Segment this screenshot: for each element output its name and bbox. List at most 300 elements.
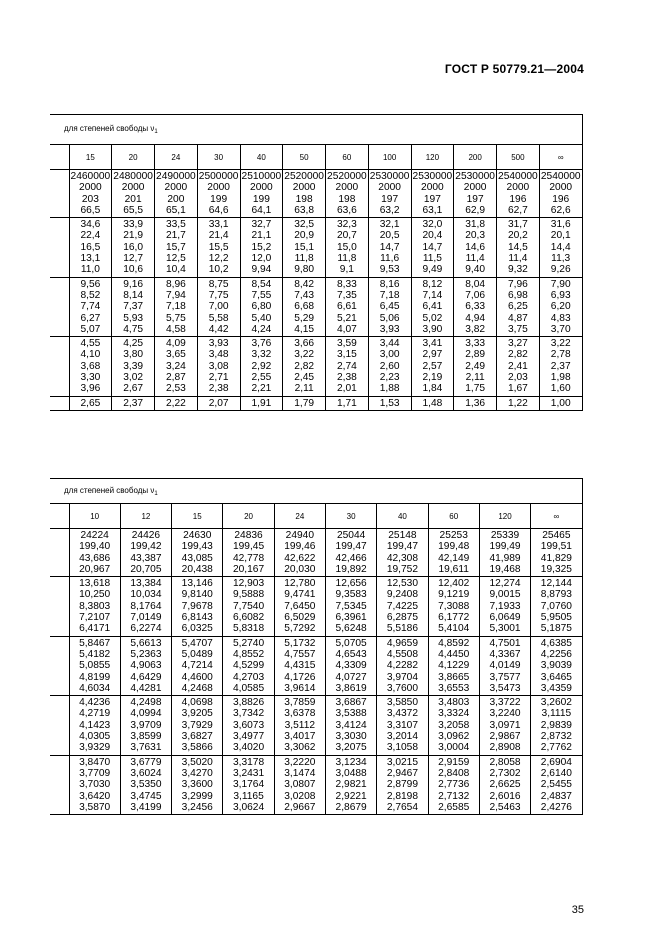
cell-value: 42,308 <box>386 552 419 564</box>
cell-value: 2,7302 <box>489 767 521 779</box>
cell-value: 196 <box>509 193 527 205</box>
degrees-of-freedom-caption <box>50 115 582 145</box>
cell-value: 3,2014 <box>386 731 419 743</box>
value-cell <box>326 218 369 277</box>
cell-value: 15,7 <box>165 241 186 253</box>
cell-value: 3,7709 <box>79 767 111 779</box>
cell-value: 14,7 <box>422 241 443 253</box>
cell-value: 5,93 <box>123 312 144 324</box>
cell-value: 2,9467 <box>386 767 419 779</box>
value-cell <box>326 396 369 410</box>
value-group-row <box>50 529 582 577</box>
cell-value: 2510000 <box>241 171 282 182</box>
column-header: 100 <box>368 145 411 170</box>
cell-value: 10,6 <box>123 264 144 276</box>
cell-value: 6,33 <box>465 301 486 313</box>
value-cell <box>411 337 454 396</box>
cell-value: 4,4315 <box>284 660 316 672</box>
cell-value: 12,402 <box>438 578 470 590</box>
cell-value: 2000 <box>549 182 573 194</box>
cell-value: 5,06 <box>379 312 400 324</box>
cell-value: 3,6827 <box>181 731 213 743</box>
cell-value: 3,24 <box>165 360 186 372</box>
cell-value: 64,1 <box>251 204 272 216</box>
cell-value: 66,5 <box>80 204 101 216</box>
value-cell <box>454 277 497 336</box>
cell-value: 14,6 <box>465 241 486 253</box>
cell-value: 42,778 <box>232 552 265 564</box>
value-cell <box>497 396 540 410</box>
value-cell <box>172 755 223 814</box>
cell-value: 7,96 <box>507 278 528 290</box>
cell-value: 3,00 <box>379 349 400 361</box>
cell-value: 3,59 <box>336 338 357 350</box>
value-cell <box>240 337 283 396</box>
cell-value: 3,76 <box>251 338 272 350</box>
cell-value: 2000 <box>335 182 359 194</box>
value-cell <box>411 218 454 277</box>
value-cell <box>112 396 155 410</box>
cell-value: 1,36 <box>465 397 486 409</box>
cell-value: 2,7762 <box>540 742 572 754</box>
value-cell <box>368 396 411 410</box>
cell-value: 62,9 <box>465 204 486 216</box>
cell-value: 3,68 <box>80 360 101 372</box>
value-cell <box>531 755 582 814</box>
cell-value: 20,7 <box>336 230 357 242</box>
cell-value: 2530000 <box>455 171 495 182</box>
column-header: 20 <box>223 504 274 529</box>
cell-value: 8,16 <box>379 278 400 290</box>
column-header: 50 <box>283 145 326 170</box>
value-cell <box>283 170 326 218</box>
cell-value: 3,82 <box>465 323 486 335</box>
cell-value: 8,52 <box>80 289 101 301</box>
cell-value: 3,22 <box>550 338 571 350</box>
cell-value: 3,39 <box>123 360 144 372</box>
cell-value: 3,7030 <box>79 779 111 791</box>
value-cell <box>497 218 540 277</box>
cell-value: 63,2 <box>379 204 400 216</box>
cell-value: 4,2719 <box>79 708 111 720</box>
value-cell <box>497 337 540 396</box>
cell-value: 2,78 <box>550 349 571 361</box>
cell-value: 3,0624 <box>232 801 265 813</box>
cell-value: 2,6625 <box>489 779 521 791</box>
cell-value: 7,75 <box>208 289 229 301</box>
cell-value: 24940 <box>285 530 314 541</box>
cell-value: 6,6082 <box>232 612 265 624</box>
cell-value: 6,3961 <box>335 612 367 624</box>
value-cell <box>197 396 240 410</box>
cell-value: 6,45 <box>379 301 400 313</box>
cell-value: 3,2999 <box>181 790 213 802</box>
column-header: 60 <box>326 145 369 170</box>
cell-value: 5,0855 <box>79 660 111 672</box>
cell-value: 12,530 <box>386 578 419 590</box>
row-label-blank <box>50 277 69 336</box>
cell-value: 12,144 <box>540 578 572 590</box>
value-cell <box>197 277 240 336</box>
value-cell <box>69 696 120 755</box>
value-cell <box>155 337 198 396</box>
value-cell <box>112 170 155 218</box>
cell-value: 4,9659 <box>386 637 419 649</box>
value-cell <box>240 396 283 410</box>
value-cell <box>283 337 326 396</box>
cell-value: 7,4225 <box>386 600 419 612</box>
value-cell <box>454 337 497 396</box>
cell-value: 1,91 <box>251 397 272 409</box>
cell-value: 2,60 <box>379 360 400 372</box>
cell-value: 3,8470 <box>79 756 111 768</box>
cell-value: 9,5888 <box>232 589 265 601</box>
row-label-blank <box>50 755 69 814</box>
cell-value: 33,1 <box>208 219 229 231</box>
cell-value: 7,37 <box>123 301 144 313</box>
cell-value: 5,9505 <box>540 612 572 624</box>
value-cell <box>377 755 428 814</box>
value-cell <box>539 337 582 396</box>
cell-value: 3,8599 <box>130 731 162 743</box>
cell-value: 8,54 <box>251 278 272 290</box>
cell-value: 5,1875 <box>540 623 572 635</box>
cell-value: 3,1234 <box>335 756 367 768</box>
cell-value: 32,0 <box>422 219 443 231</box>
value-cell <box>223 529 274 577</box>
cell-value: 3,6779 <box>130 756 162 768</box>
cell-value: 3,4020 <box>232 742 265 754</box>
cell-value: 4,0305 <box>79 731 111 743</box>
cell-value: 20,9 <box>294 230 315 242</box>
value-cell <box>539 218 582 277</box>
cell-value: 4,3367 <box>489 648 521 660</box>
cell-value: 3,4977 <box>232 731 265 743</box>
cell-value: 6,2875 <box>386 612 419 624</box>
column-header: ∞ <box>539 145 582 170</box>
value-cell <box>240 277 283 336</box>
cell-value: 3,80 <box>123 349 144 361</box>
cell-value: 1,48 <box>422 397 443 409</box>
cell-value: 3,4017 <box>284 731 316 743</box>
cell-value: 5,1732 <box>284 637 316 649</box>
cell-value: 2000 <box>292 182 316 194</box>
value-cell <box>428 636 479 695</box>
value-cell <box>377 577 428 636</box>
cell-value: 199,48 <box>438 541 470 553</box>
cell-value: 13,146 <box>181 578 213 590</box>
cell-value: 3,0208 <box>284 790 316 802</box>
cell-value: 14,4 <box>550 241 571 253</box>
cell-value: 43,686 <box>79 552 111 564</box>
value-cell <box>240 218 283 277</box>
cell-value: 3,1058 <box>386 742 419 754</box>
cell-value: 12,780 <box>284 578 316 590</box>
cell-value: 2,89 <box>465 349 486 361</box>
cell-value: 2,7132 <box>438 790 470 802</box>
value-group-row <box>50 577 582 636</box>
value-cell <box>497 277 540 336</box>
cell-value: 4,4600 <box>181 671 213 683</box>
cell-value: 11,8 <box>294 253 314 265</box>
cell-value: 19,325 <box>540 563 572 575</box>
cell-value: 4,3309 <box>335 660 367 672</box>
cell-value: 1,75 <box>465 383 486 395</box>
value-cell <box>69 337 112 396</box>
cell-value: 8,8793 <box>540 589 572 601</box>
cell-value: 6,98 <box>507 289 528 301</box>
cell-value: 19,468 <box>489 563 521 575</box>
cell-value: 3,8665 <box>438 671 470 683</box>
cell-value: 199,47 <box>386 541 419 553</box>
value-cell <box>172 529 223 577</box>
value-cell <box>172 577 223 636</box>
value-cell <box>454 218 497 277</box>
value-cell <box>223 696 274 755</box>
cell-value: 2,01 <box>336 383 357 395</box>
cell-value: 64,6 <box>208 204 229 216</box>
cell-value: 7,35 <box>336 289 357 301</box>
cell-value: 2,92 <box>251 360 272 372</box>
cell-value: 8,33 <box>336 278 357 290</box>
cell-value: 20,4 <box>422 230 443 242</box>
cell-value: 2,8679 <box>335 801 367 813</box>
cell-value: 199,46 <box>284 541 316 553</box>
cell-value: 14,7 <box>379 241 400 253</box>
cell-value: 7,7540 <box>232 600 265 612</box>
cell-value: 2,07 <box>208 397 229 409</box>
cell-value: 3,0962 <box>438 731 470 743</box>
cell-value: 203 <box>81 193 99 205</box>
column-header: 120 <box>479 504 530 529</box>
value-group-row <box>50 277 582 336</box>
cell-value: 4,0727 <box>335 671 367 683</box>
cell-value: 2530000 <box>369 171 410 182</box>
cell-value: 2000 <box>421 182 444 194</box>
cell-value: 8,1764 <box>130 600 162 612</box>
value-cell <box>155 218 198 277</box>
cell-value: 9,53 <box>379 264 400 276</box>
cell-value: 3,7631 <box>130 742 162 754</box>
cell-value: 4,2282 <box>386 660 419 672</box>
cell-value: 3,44 <box>379 338 400 350</box>
cell-value: 2,9667 <box>284 801 316 813</box>
caption-subscript: 1 <box>154 490 158 497</box>
cell-value: 2,65 <box>80 397 101 409</box>
cell-value: 34,6 <box>80 219 101 231</box>
cell-value: 63,1 <box>422 204 443 216</box>
cell-value: 3,7342 <box>232 708 265 720</box>
cell-value: 24426 <box>131 530 161 541</box>
column-header: 24 <box>155 145 198 170</box>
cell-value: 21,9 <box>123 230 144 242</box>
cell-value: 5,4104 <box>438 623 470 635</box>
cell-value: 43,085 <box>181 552 213 564</box>
cell-value: 3,0215 <box>386 756 419 768</box>
cell-value: 3,4803 <box>438 697 470 709</box>
value-cell <box>112 218 155 277</box>
cell-value: 7,9678 <box>181 600 213 612</box>
value-group-row <box>50 755 582 814</box>
cell-value: 3,2602 <box>540 697 572 709</box>
cell-value: 32,5 <box>294 219 315 231</box>
value-group-row <box>50 636 582 695</box>
cell-value: 6,0325 <box>181 623 213 635</box>
cell-value: 2,8408 <box>438 767 470 779</box>
cell-value: 2,87 <box>165 372 186 384</box>
cell-value: 7,5345 <box>335 600 367 612</box>
cell-value: 3,2220 <box>284 756 316 768</box>
cell-value: 198 <box>338 193 356 205</box>
cell-value: 2000 <box>250 182 273 194</box>
cell-value: 2,6016 <box>489 790 521 802</box>
value-cell <box>223 636 274 695</box>
cell-value: 6,25 <box>507 301 528 313</box>
cell-value: 1,67 <box>507 383 528 395</box>
cell-value: 24630 <box>183 530 212 541</box>
cell-value: 2,22 <box>165 397 186 409</box>
cell-value: 11,4 <box>508 253 528 265</box>
cell-value: 6,2274 <box>130 623 162 635</box>
cell-value: 199,45 <box>232 541 265 553</box>
value-cell <box>197 170 240 218</box>
cell-value: 3,9205 <box>181 708 213 720</box>
cell-value: 3,3030 <box>335 731 367 743</box>
cell-value: 4,58 <box>165 323 186 335</box>
cell-value: 3,6867 <box>335 697 367 709</box>
cell-value: 5,21 <box>336 312 357 324</box>
cell-value: 2,41 <box>507 360 528 372</box>
cell-value: 3,5850 <box>386 697 419 709</box>
cell-value: 3,4124 <box>335 719 367 731</box>
cell-value: 2,82 <box>294 360 315 372</box>
cell-value: 21,4 <box>208 230 229 242</box>
cell-value: 2000 <box>207 182 230 194</box>
value-cell <box>120 577 171 636</box>
cell-value: 7,14 <box>422 289 443 301</box>
column-header: 10 <box>69 504 120 529</box>
row-label-blank <box>50 636 69 695</box>
cell-value: 201 <box>124 193 142 205</box>
column-header: 20 <box>112 145 155 170</box>
cell-value: 4,1726 <box>284 671 316 683</box>
cell-value: 15,2 <box>251 241 272 253</box>
cell-value: 31,7 <box>507 219 528 231</box>
cell-value: 9,26 <box>550 264 571 276</box>
cell-value: 20,1 <box>550 230 571 242</box>
cell-value: 2,9867 <box>489 731 521 743</box>
cell-value: 42,622 <box>284 552 316 564</box>
cell-value: 33,9 <box>123 219 144 231</box>
cell-value: 24224 <box>80 530 109 541</box>
caption-text: для степеней свободы ν <box>64 124 155 133</box>
value-cell <box>428 755 479 814</box>
value-cell <box>240 170 283 218</box>
cell-value: 10,250 <box>79 589 111 601</box>
cell-value: 4,42 <box>208 323 229 335</box>
cell-value: 4,94 <box>465 312 486 324</box>
cell-value: 42,466 <box>335 552 367 564</box>
value-cell <box>454 396 497 410</box>
cell-value: 20,705 <box>130 563 162 575</box>
cell-value: 2,6140 <box>540 767 572 779</box>
cell-value: 2530000 <box>412 171 453 182</box>
cell-value: 65,1 <box>165 204 186 216</box>
caption-text: для степеней свободы ν <box>64 485 155 495</box>
cell-value: 3,6024 <box>130 767 162 779</box>
cell-value: 199,47 <box>335 541 367 553</box>
row-label-blank <box>50 218 69 277</box>
cell-value: 197 <box>381 193 399 205</box>
cell-value: 21,1 <box>251 230 272 242</box>
cell-value: 62,6 <box>550 204 571 216</box>
value-cell <box>531 577 582 636</box>
cell-value: 7,00 <box>208 301 229 313</box>
cell-value: 3,2456 <box>181 801 213 813</box>
value-cell <box>497 170 540 218</box>
cell-value: 7,06 <box>465 289 486 301</box>
cell-value: 2,57 <box>422 360 443 372</box>
row-label-blank <box>50 337 69 396</box>
column-header: 500 <box>497 145 540 170</box>
cell-value: 2,9821 <box>335 779 367 791</box>
cell-value: 2000 <box>79 182 102 194</box>
cell-value: 3,9039 <box>540 660 572 672</box>
cell-value: 3,5350 <box>130 779 162 791</box>
cell-value: 4,4450 <box>438 648 470 660</box>
cell-value: 5,0705 <box>335 637 367 649</box>
document-title: ГОСТ Р 50779.21—2004 <box>444 62 584 76</box>
cell-value: 3,8619 <box>335 682 367 694</box>
cell-value: 3,5020 <box>181 756 213 768</box>
cell-value: 3,27 <box>507 338 528 350</box>
value-cell <box>428 529 479 577</box>
value-cell <box>326 170 369 218</box>
cell-value: 6,80 <box>251 301 272 313</box>
cell-value: 2,5455 <box>540 779 572 791</box>
value-cell <box>274 696 325 755</box>
cell-value: 4,2256 <box>540 648 572 660</box>
value-cell <box>539 277 582 336</box>
cell-value: 3,7859 <box>284 697 316 709</box>
cell-value: 4,6385 <box>540 637 572 649</box>
cell-value: 8,42 <box>294 278 315 290</box>
cell-value: 199,40 <box>79 541 111 553</box>
cell-value: 2,67 <box>123 383 144 395</box>
cell-value: 12,2 <box>208 253 229 265</box>
cell-value: 4,2703 <box>232 671 265 683</box>
cell-value: 3,5870 <box>79 801 111 813</box>
cell-value: 199,49 <box>489 541 521 553</box>
cell-value: 5,4707 <box>181 637 213 649</box>
cell-value: 7,18 <box>165 301 186 313</box>
cell-value: 3,4199 <box>130 801 162 813</box>
value-cell <box>377 636 428 695</box>
cell-value: 6,0649 <box>489 612 521 624</box>
cell-value: 2,74 <box>336 360 357 372</box>
cell-value: 24836 <box>234 530 263 541</box>
cell-value: 2520000 <box>284 171 324 182</box>
cell-value: 3,0971 <box>489 719 521 731</box>
value-cell <box>325 636 376 695</box>
value-cell <box>274 529 325 577</box>
cell-value: 63,6 <box>336 204 357 216</box>
cell-value: 6,27 <box>80 312 101 324</box>
cell-value: 3,70 <box>550 323 571 335</box>
cell-value: 5,07 <box>80 323 101 335</box>
value-cell <box>325 577 376 636</box>
cell-value: 2,9839 <box>540 719 572 731</box>
